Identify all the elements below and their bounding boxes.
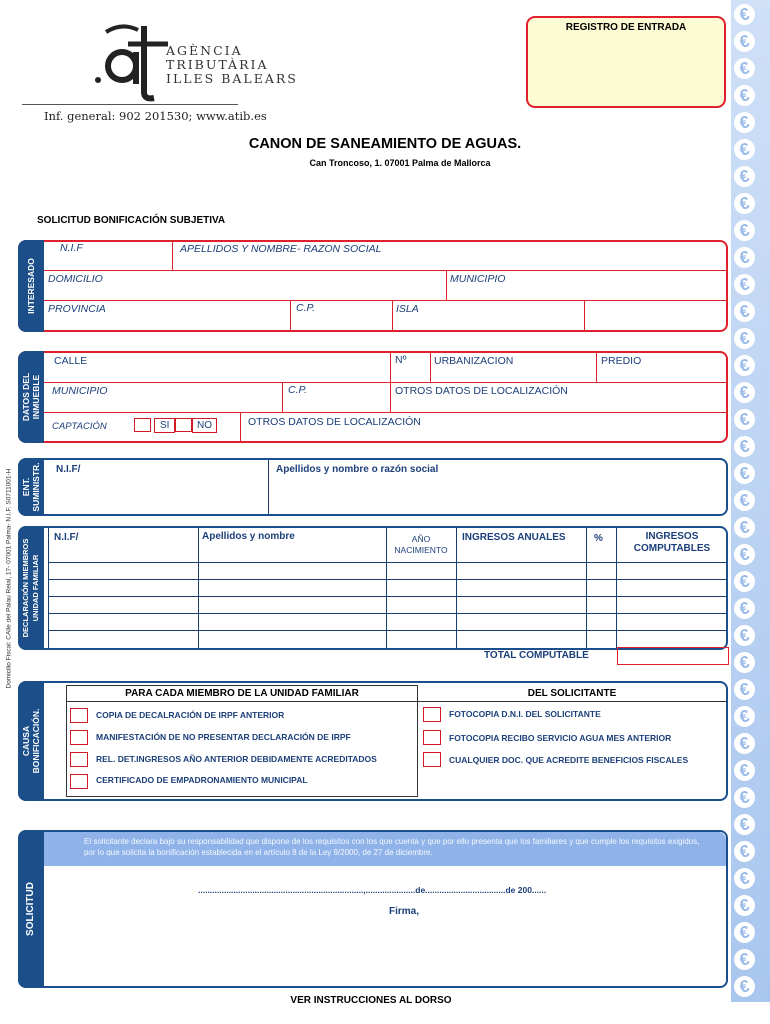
logo-line-2: TRIBUTÀRIA [166, 57, 269, 72]
col-nombre-header: Apellidos y nombre [202, 531, 295, 542]
cause-item-label: CUALQUIER DOC. QUE ACREDITE BENEFICIOS FISCALES [449, 755, 689, 765]
page-title: CANON DE SANEAMIENTO DE AGUAS. [248, 136, 522, 152]
ingresos-checkbox[interactable] [70, 752, 88, 767]
divider [290, 300, 291, 330]
divider [390, 382, 391, 412]
divider [44, 300, 726, 301]
nombre-label: APELLIDOS Y NOMBRE- RAZON SOCIAL [180, 243, 382, 255]
divider [392, 300, 393, 330]
inmueble-section [18, 351, 728, 443]
euro-icon: € [732, 56, 757, 81]
registro-entrada-label: REGISTRO DE ENTRADA [565, 22, 687, 33]
euro-icon: € [732, 407, 757, 432]
logo-rule [22, 104, 238, 105]
captacion-no-checkbox[interactable] [175, 418, 192, 432]
familia-tab [18, 526, 44, 650]
col-nif-header: N.I.F/ [54, 532, 79, 543]
provincia-label: PROVINCIA [48, 303, 106, 315]
euro-icon: € [732, 704, 757, 729]
interesado-tab [18, 240, 44, 332]
atib-logo [92, 22, 172, 102]
cause-item-label: FOTOCOPIA RECIBO SERVICIO AGUA MES ANTERIOR [449, 733, 672, 743]
captacion-si-checkbox[interactable] [134, 418, 151, 432]
inmueble-tab [18, 351, 44, 443]
divider [44, 412, 726, 413]
col-porcentaje-header: % [594, 533, 603, 544]
euro-icon: € [732, 515, 757, 540]
side-fiscal-text: Domicilio Fiscal: CAlle del Palau Reial, 17- 07001 Palma- N.I.F. S0711001-H [5, 468, 13, 689]
euro-icon: € [732, 434, 757, 459]
table-col-line [586, 528, 587, 648]
nombre-label: Apellidos y nombre o razón social [276, 464, 439, 475]
interesado-tab-label: INTERESADO [26, 258, 36, 314]
urbanizacion-label: URBANIZACION [434, 355, 514, 367]
inmueble-tab-label: DATOS DEL INMUEBLE [21, 372, 41, 422]
euro-icon: € [732, 920, 757, 945]
registro-entrada-box[interactable] [526, 16, 726, 108]
euro-icon: € [732, 974, 757, 999]
causa-left-title: PARA CADA MIEMBRO DE LA UNIDAD FAMILIAR [125, 688, 359, 699]
suministro-tab [18, 458, 44, 516]
euro-icon: € [732, 947, 757, 972]
suministro-tab-label: ENT. SUMINISTR. [21, 462, 41, 512]
otros-datos-label-2: OTROS DATOS DE LOCALIZACIÓN [248, 416, 421, 428]
euro-icon: € [732, 272, 757, 297]
total-computable-label: TOTAL COMPUTABLE [484, 650, 589, 661]
cp-label: C.P. [296, 302, 316, 314]
euro-icon: € [732, 758, 757, 783]
col-ingresos-header: INGRESOS ANUALES [462, 532, 566, 543]
col-computables-header: INGRESOS COMPUTABLES [633, 531, 711, 554]
table-row-line [48, 579, 726, 580]
irpf-copy-checkbox[interactable] [70, 708, 88, 723]
euro-icon: € [732, 623, 757, 648]
table-row-line [48, 562, 726, 563]
causa-left-header-line [66, 701, 417, 702]
euro-icon: € [732, 596, 757, 621]
euro-icon: € [732, 326, 757, 351]
euro-icon: € [732, 110, 757, 135]
euro-icon: € [732, 785, 757, 810]
municipio-label: MUNICIPIO [52, 385, 108, 397]
divider [282, 382, 283, 412]
causa-right-header-line [418, 701, 726, 702]
cp-label: C.P. [288, 384, 308, 396]
form-subtitle: SOLICITUD BONIFICACIÓN SUBJETIVA [37, 215, 226, 226]
cause-item-label: CERTIFICADO DE EMPADRONAMIENTO MUNICIPAL [96, 775, 308, 785]
legal-text: El solicitante declara bajo su responsabilidad que dispone de los requisitos con los que cuenta y que por ello presenta que los familiares y que cumple los requisitos exigidos, por lo que solicita la bonificación establecida en el artículo 8 de la Ley 9/2000, de 27 de diciembre. [84, 837, 700, 857]
suministro-section [18, 458, 728, 516]
captacion-label: CAPTACIÓN [52, 421, 107, 432]
no-irpf-checkbox[interactable] [70, 730, 88, 745]
info-line: Inf. general: 902 201530; www.atib.es [44, 109, 267, 123]
nif-label: N.I.F/ [56, 464, 81, 475]
euro-icon: € [732, 488, 757, 513]
otros-datos-label-1: OTROS DATOS DE LOCALIZACIÓN [395, 385, 568, 397]
no-label: NO [192, 418, 217, 433]
col-ano-header: AÑO NACIMIENTO [394, 534, 448, 555]
divider [44, 382, 726, 383]
divider [44, 270, 726, 271]
solicitud-tab [18, 830, 44, 988]
domicilio-label: DOMICILIO [48, 273, 103, 285]
cause-item-label: REL. DET.INGRESOS AÑO ANTERIOR DEBIDAMENTE ACREDITADOS [96, 754, 377, 764]
table-col-line [616, 528, 617, 648]
solicitud-tab-label: SOLICITUD [25, 882, 36, 936]
nif-label: N.I.F [60, 242, 83, 254]
causa-tab [18, 681, 44, 801]
euro-icon: € [732, 137, 757, 162]
euro-icon: € [732, 299, 757, 324]
euro-icon: € [732, 29, 757, 54]
euro-icon: € [732, 839, 757, 864]
table-row-line [48, 630, 726, 631]
table-col-line [48, 528, 49, 648]
address-line: Can Troncoso, 1. 07001 Palma de Mallorca [309, 158, 491, 168]
logo-line-3: ILLES BALEARS [166, 71, 298, 86]
predio-label: PREDIO [601, 355, 642, 367]
isla-label: ISLA [396, 303, 419, 315]
interesado-section [18, 240, 728, 332]
euro-icon: € [732, 2, 757, 27]
divider [446, 270, 447, 300]
divider [430, 353, 431, 382]
euro-icon: € [732, 191, 757, 216]
empadronamiento-checkbox[interactable] [70, 774, 88, 789]
causa-tab-label: CAUSA BONIFICACIÓN. [21, 708, 41, 774]
euro-icon: € [732, 380, 757, 405]
euro-icon: € [732, 353, 757, 378]
numero-label: Nº [395, 354, 407, 366]
divider [596, 353, 597, 382]
footer-instructions: VER INSTRUCCIONES AL DORSO [290, 995, 452, 1006]
euro-icon: € [732, 164, 757, 189]
table-col-line [456, 528, 457, 648]
euro-icon: € [732, 866, 757, 891]
divider [390, 353, 391, 382]
date-line: ......................................................................,.....................de..................................de 200...... [198, 885, 547, 895]
divider [240, 412, 241, 441]
familia-section [18, 526, 728, 650]
firma-label: Firma, [389, 906, 420, 917]
euro-icon: € [732, 218, 757, 243]
divider [268, 460, 269, 514]
cause-item-label: MANIFESTACIÓN DE NO PRESENTAR DECLARACIÓN DE IRPF [96, 732, 351, 742]
euro-icon: € [732, 812, 757, 837]
euro-icon: € [732, 569, 757, 594]
table-row-line [48, 596, 726, 597]
solicitud-section [18, 830, 728, 988]
logo-line-1: AGÈNCIA [166, 43, 243, 58]
recibo-agua-checkbox[interactable] [423, 730, 441, 745]
euro-icon: € [732, 893, 757, 918]
dni-checkbox[interactable] [423, 707, 441, 722]
cause-item-label: FOTOCOPIA D.N.I. DEL SOLICITANTE [449, 709, 601, 719]
familia-tab-label: DECLARACIÓN MIEMBROS UNIDAD FAMILIAR [21, 538, 40, 638]
logo-symbol-icon [92, 22, 172, 102]
beneficios-checkbox[interactable] [423, 752, 441, 767]
causa-right-title: DEL SOLICITANTE [527, 688, 617, 699]
calle-label: CALLE [54, 355, 88, 367]
table-col-line [198, 528, 199, 648]
si-label: SI [154, 418, 175, 433]
municipio-label: MUNICIPIO [450, 273, 506, 285]
euro-icon: € [732, 650, 757, 675]
divider [584, 300, 585, 330]
euro-icon: € [732, 83, 757, 108]
euro-icon: € [732, 461, 757, 486]
euro-icon: € [732, 677, 757, 702]
total-computable-field[interactable] [617, 647, 729, 665]
euro-icon: € [732, 542, 757, 567]
table-row-line [48, 613, 726, 614]
euro-icon: € [732, 245, 757, 270]
cause-item-label: COPIA DE DECALRACIÓN DE IRPF ANTERIOR [96, 710, 285, 720]
euro-icon: € [732, 731, 757, 756]
table-col-line [386, 528, 387, 648]
divider [172, 242, 173, 270]
